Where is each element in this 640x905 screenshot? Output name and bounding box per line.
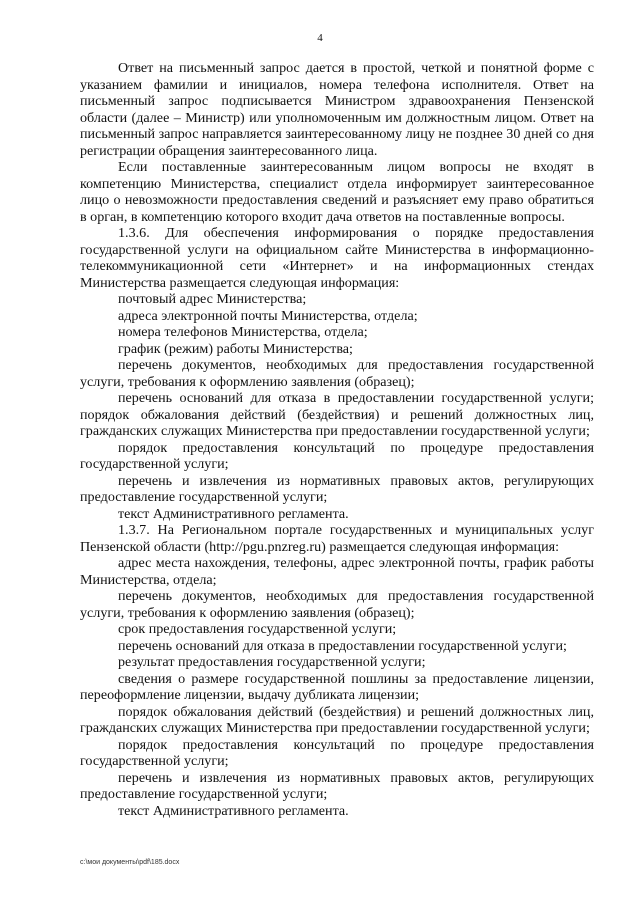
list-item: текст Административного регламента.	[118, 505, 349, 522]
list-item: адреса электронной почты Министерства, отдела;	[118, 307, 418, 324]
list-item: перечень документов, необходимых для предоставления государственной услуги, требования к оформлению заявления (образец);	[80, 357, 594, 390]
list-item: текст Административного регламента.	[118, 802, 349, 819]
paragraph: 1.3.7. На Региональном портале государственных и муниципальных услуг Пензенской области (http://pgu.pnzreg.ru) размещается следующая информация:	[80, 522, 594, 555]
paragraph: Ответ на письменный запрос дается в простой, четкой и понятной форме с указанием фамилии и инициалов, номера телефона исполнителя. Ответ на письменный запрос подписывается Министром здравоохранения Пензенской области (далее – Министр) или уполномоченным им должностным лицом. Ответ на письменный запрос направляется заинтересованному лицу не позднее 30 дней со дня регистрации обращения заинтересованного лица.	[80, 60, 594, 159]
list-item: адрес места нахождения, телефоны, адрес электронной почты, график работы Министерства, отдела;	[80, 555, 594, 588]
list-item: результат предоставления государственной услуги;	[118, 654, 426, 670]
list-item: перечень оснований для отказа в предоставлении государственной услуги; порядок обжалования действий (бездействия) и решений должностных лиц, гражданских служащих Министерства при предоставлении государственной услуги;	[80, 390, 594, 439]
list-item: график (режим) работы Министерства;	[118, 340, 353, 357]
list-item: порядок обжалования действий (бездействия) и решений должностных лиц, гражданских служащих Министерства при предоставлении государственной услуги;	[80, 703, 594, 736]
list-item: порядок предоставления консультаций по процедуре предоставления государственной услуги;	[80, 736, 594, 769]
page-number: 4	[317, 32, 323, 44]
paragraph: 1.3.6. Для обеспечения информирования о порядке предоставления государственной услуги на официальном сайте Министерства в информационно-телекоммуникационной сети «Интернет» и на информационных стендах Министерства размещается следующая информация:	[80, 225, 594, 291]
list-item: перечень документов, необходимых для предоставления государственной услуги, требования к оформлению заявления (образец);	[80, 588, 594, 621]
list-item: перечень и извлечения из нормативных правовых актов, регулирующих предоставление государственной услуги;	[80, 472, 594, 505]
list-item: перечень оснований для отказа в предоставлении государственной услуги;	[118, 637, 567, 654]
document-body	[80, 60, 594, 819]
paragraph: Если поставленные заинтересованным лицом вопросы не входят в компетенцию Министерства, специалист отдела информирует заинтересованное лицо о невозможности предоставления сведений и разъясняет ему право обратиться в орган, в компетенцию которого входит дача ответов на поставленные вопросы.	[80, 159, 594, 225]
list-item: почтовый адрес Министерства;	[118, 291, 307, 307]
footer-file-path: c:\мои документы\pdf\185.docx	[80, 859, 180, 866]
list-item: номера телефонов Министерства, отдела;	[118, 324, 368, 340]
list-item: срок предоставления государственной услуги;	[118, 621, 397, 637]
list-item: порядок предоставления консультаций по процедуре предоставления государственной услуги;	[80, 439, 594, 472]
list-item: перечень и извлечения из нормативных правовых актов, регулирующих предоставление государственной услуги;	[80, 769, 594, 802]
list-item: сведения о размере государственной пошлины за предоставление лицензии, переоформление лицензии, выдачу дубликата лицензии;	[80, 670, 594, 703]
